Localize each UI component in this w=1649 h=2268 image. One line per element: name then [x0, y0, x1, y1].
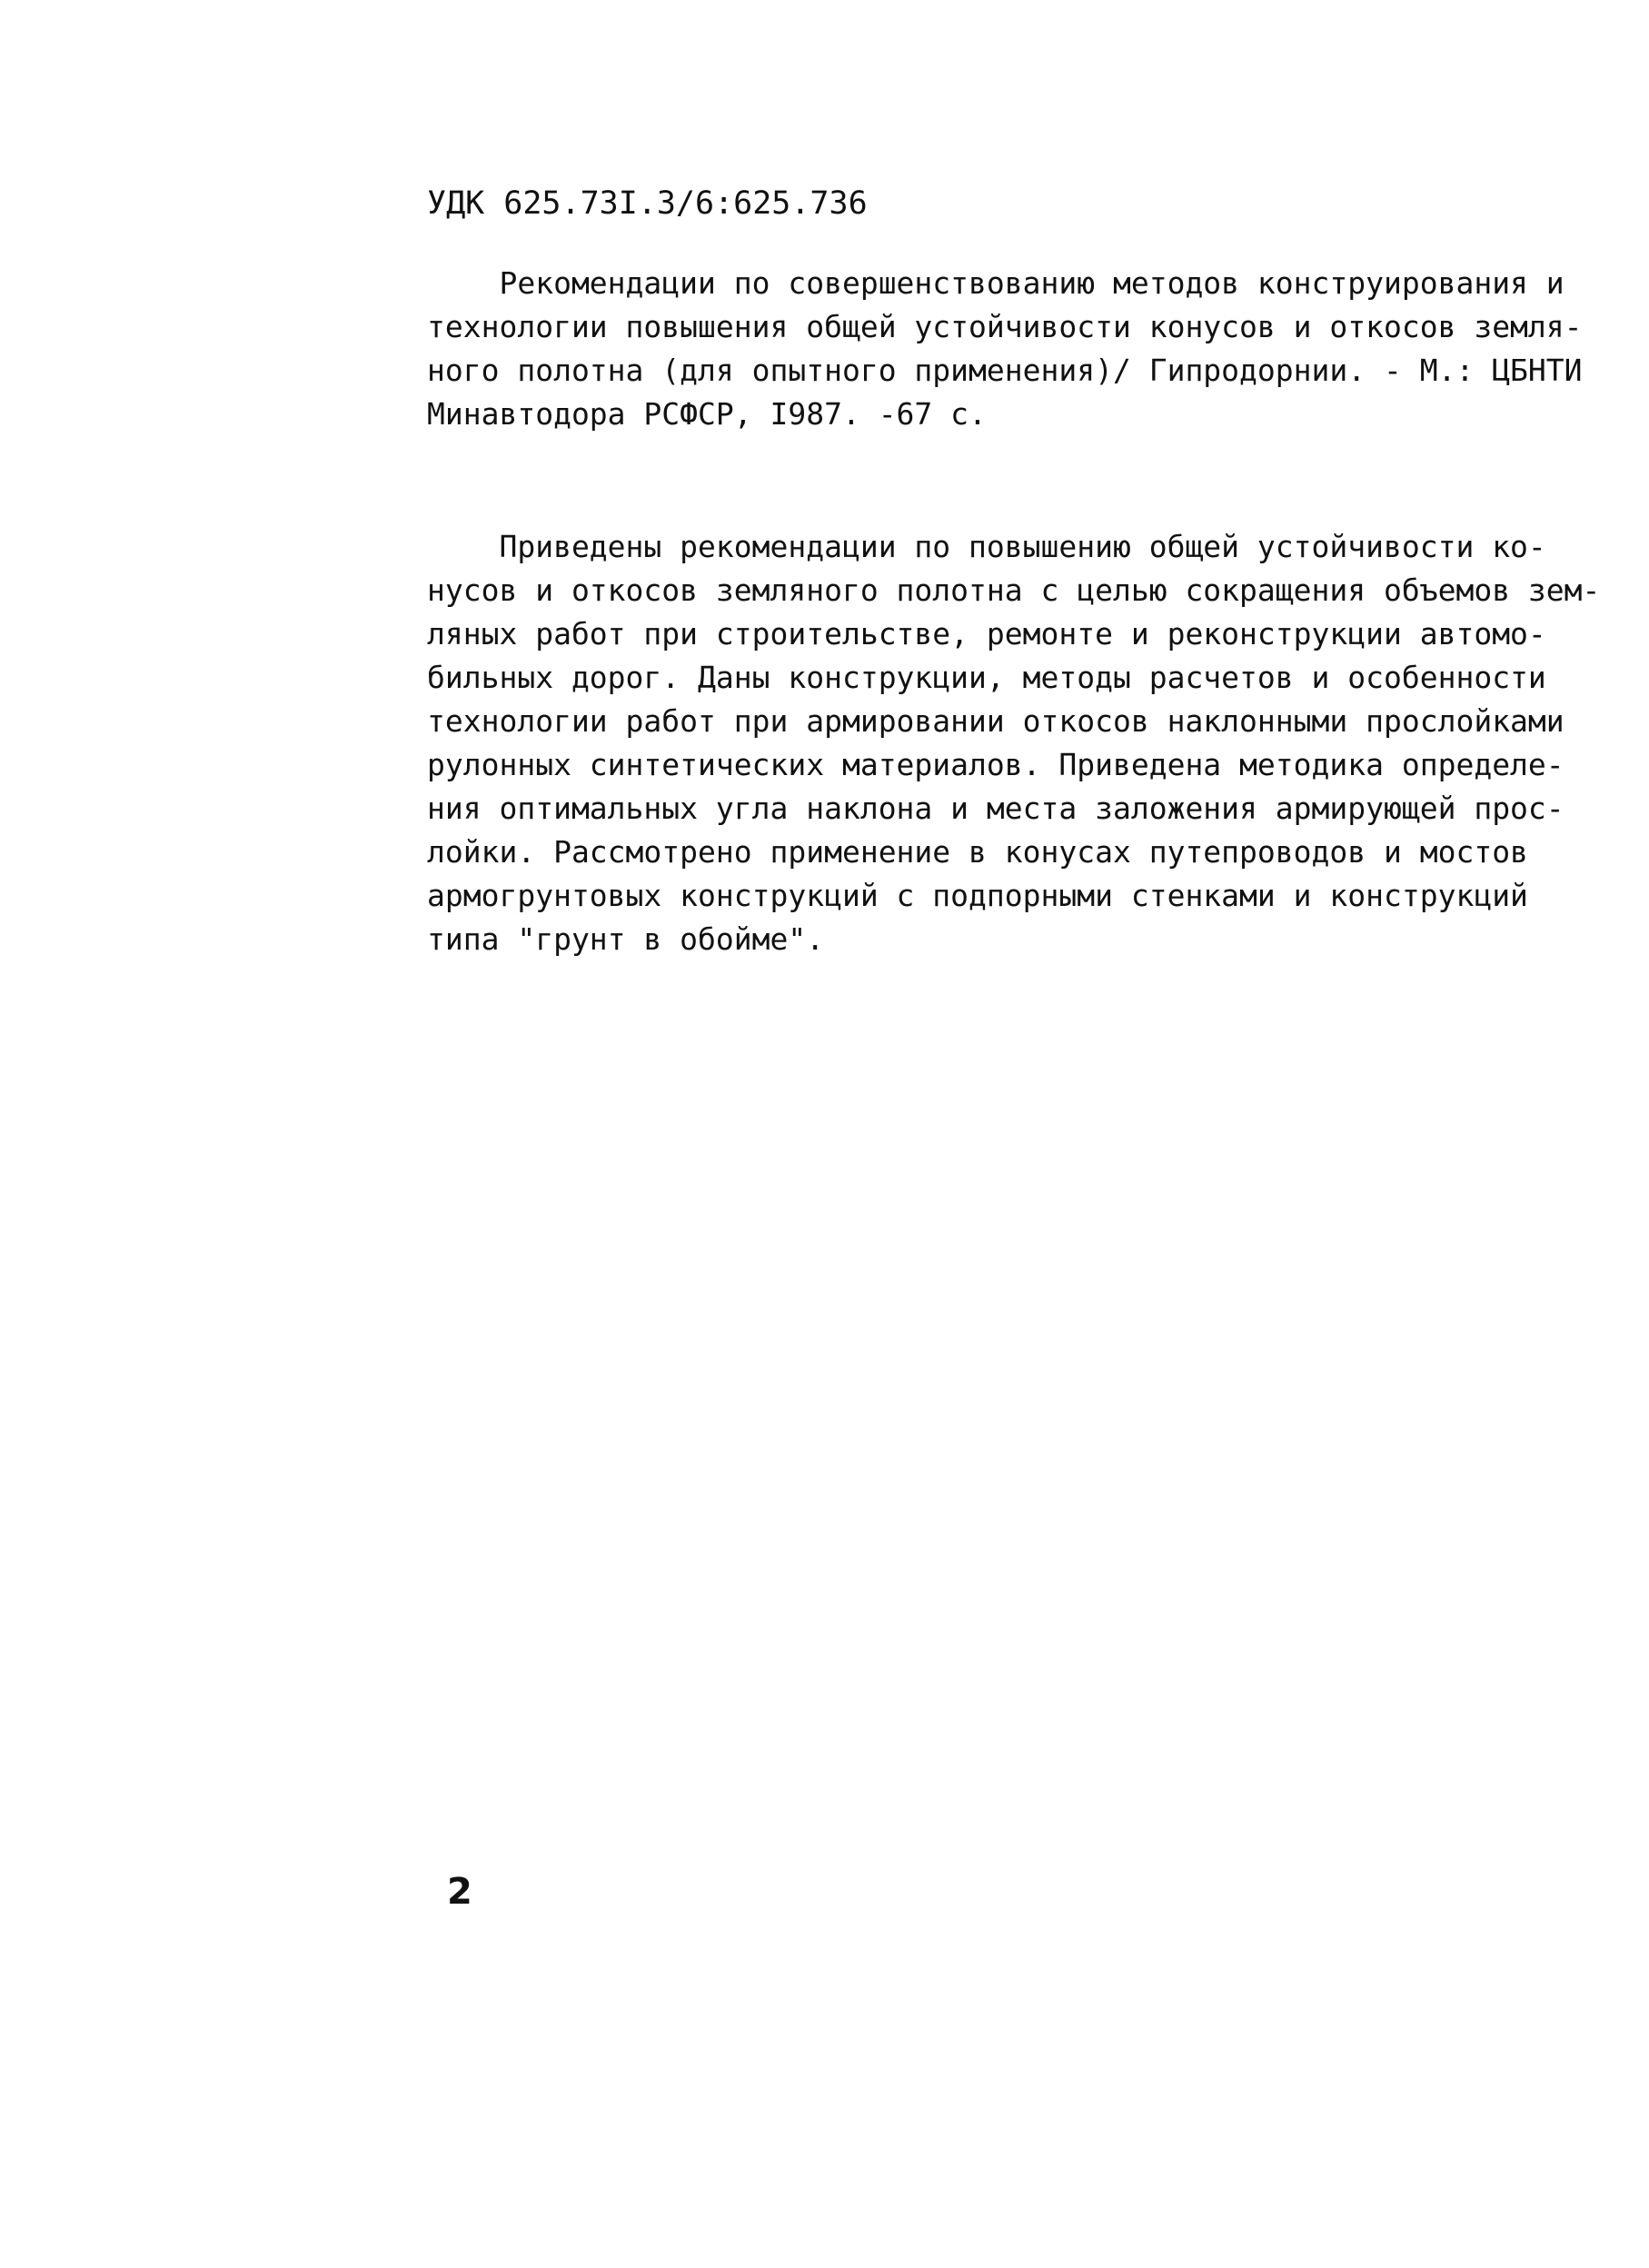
abstract-line: армогрунтовых конструкций с подпорными стенками и конструкций: [427, 878, 1528, 913]
reference-line: технологии повышения общей устойчивости конусов и откосов земля-: [427, 309, 1583, 344]
reference-line: Рекомендации по совершенствованию методов конструирования и: [427, 265, 1565, 301]
reference-line: ного полотна (для опытного применения)/ Гипродорнии. - М.: ЦБНТИ: [427, 353, 1583, 388]
abstract-line: бильных дорог. Даны конструкции, методы расчетов и особенности: [427, 660, 1546, 695]
abstract-line: ляных работ при строительстве, ремонте и реконструкции автомо-: [427, 616, 1546, 652]
udc-code: УДК 625.73I.3/6:625.736: [427, 185, 868, 222]
abstract-line: Приведены рекомендации по повышению общей устойчивости ко-: [427, 529, 1546, 564]
abstract-line: ния оптимальных угла наклона и места заложения армирующей прос-: [427, 791, 1565, 826]
abstract-line: лойки. Рассмотрено применение в конусах путепроводов и мостов: [427, 834, 1528, 870]
abstract-line: нусов и откосов земляного полотна с целью сокращения объемов зем-: [427, 572, 1601, 608]
abstract-line: типа "грунт в обойме".: [427, 921, 825, 957]
abstract-line: рулонных синтетических материалов. Приведена методика определе-: [427, 747, 1565, 782]
page-number: 2: [447, 1871, 472, 1913]
abstract-line: технологии работ при армировании откосов наклонными прослойками: [427, 703, 1565, 739]
reference-line: Минавтодора РСФСР, I987. -67 с.: [427, 396, 987, 432]
